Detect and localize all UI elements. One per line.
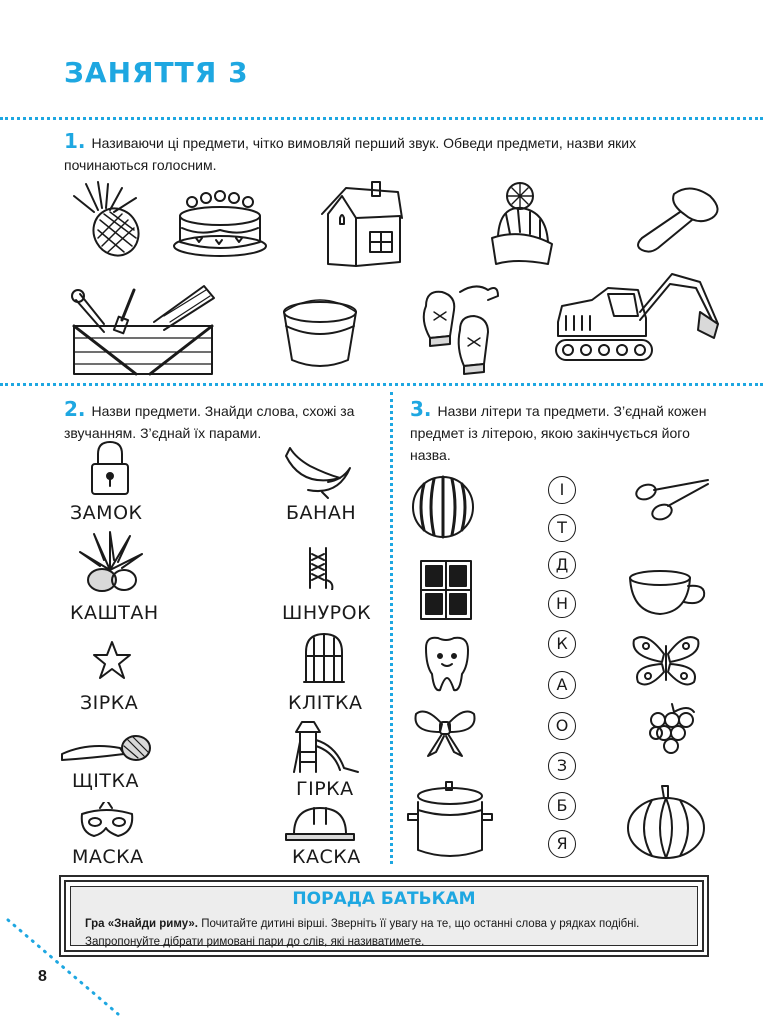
slide-icon [292,718,362,776]
toolbox-icon [64,282,220,378]
mask-icon [78,802,136,842]
bow-icon [412,702,478,760]
word-zamok: ЗАМОК [70,502,143,524]
task2-instruction [64,398,374,444]
scissors-icon [632,476,712,526]
task3-number: 3. [410,397,432,421]
word-shnurok: ШНУРОК [282,602,372,624]
window-icon [418,558,474,622]
letter-circle-b[interactable]: Б [548,792,576,820]
page-number: 8 [38,968,47,985]
mushroom-icon [628,184,720,256]
task1-text: Називаючи ці предмети, чітко вимовляй перший звук. Обведи предмети, назви яких починаються голосним. [64,135,637,173]
task1-number: 1. [64,129,86,153]
letter-circle-k[interactable]: К [548,630,576,658]
task3-instruction [410,398,720,466]
advice-inner [70,886,698,946]
banana-icon [282,444,354,500]
mittens-icon [416,280,506,376]
lock-icon [88,440,132,496]
ball-icon [410,474,476,540]
pot-icon [404,778,496,864]
corner-dots [6,918,126,1018]
shoelace-icon [306,546,336,590]
brush-icon [58,724,154,768]
word-kashtan: КАШТАН [70,602,159,624]
divider-middle [0,383,763,386]
bucket-icon [280,296,360,372]
cup-icon [626,568,710,618]
letter-circle-i[interactable]: І [548,476,576,504]
word-kaska: КАСКА [292,846,361,868]
star-icon [92,640,132,680]
grapes-icon [644,702,698,758]
advice-text [85,915,687,951]
word-hirka: ГІРКА [296,778,354,800]
helmet-icon [284,804,356,844]
butterfly-icon [626,630,706,694]
divider-top [0,117,763,120]
word-banan: БАНАН [286,502,357,524]
letter-circle-a[interactable]: А [548,671,576,699]
birdcage-icon [302,630,346,686]
page-title: ЗАНЯТТЯ 3 [64,56,249,89]
knit-hat-icon [486,180,556,272]
cake-icon [170,180,270,260]
advice-bold: Гра «Знайди риму». [85,918,198,930]
word-klitka: КЛІТКА [288,692,363,714]
letter-circle-d[interactable]: Д [548,551,576,579]
chestnut-icon [74,530,148,594]
letter-circle-o[interactable]: О [548,712,576,740]
house-icon [316,178,406,268]
excavator-icon [552,266,722,366]
pumpkin-icon [624,782,708,862]
task1-instruction [64,130,724,176]
task2-number: 2. [64,397,86,421]
advice-title: ПОРАДА БАТЬКАМ [292,889,476,909]
advice-body: Почитайте дитині вірші. Зверніть її увагу на те, що останні слова у рядках подібні. Запропонуйте дібрати римовані пари до слів, які називатимете. [85,918,640,948]
letter-circle-t[interactable]: Т [548,514,576,542]
letter-circle-ya[interactable]: Я [548,830,576,858]
task3-text: Назви літери та предмети. З’єднай кожен предмет із літерою, якою закінчується його назва. [410,403,707,463]
advice-box [64,880,704,952]
letter-circle-z[interactable]: З [548,752,576,780]
tooth-icon [420,634,474,694]
letter-circle-n[interactable]: Н [548,590,576,618]
divider-vertical [390,392,393,864]
pineapple-icon [64,180,148,260]
word-maska: МАСКА [72,846,144,868]
task2-text: Назви предмети. Знайди слова, схожі за звучанням. З’єднай їх парами. [64,403,355,441]
word-zirka: ЗІРКА [80,692,139,714]
word-shchitka: ЩІТКА [72,770,139,792]
